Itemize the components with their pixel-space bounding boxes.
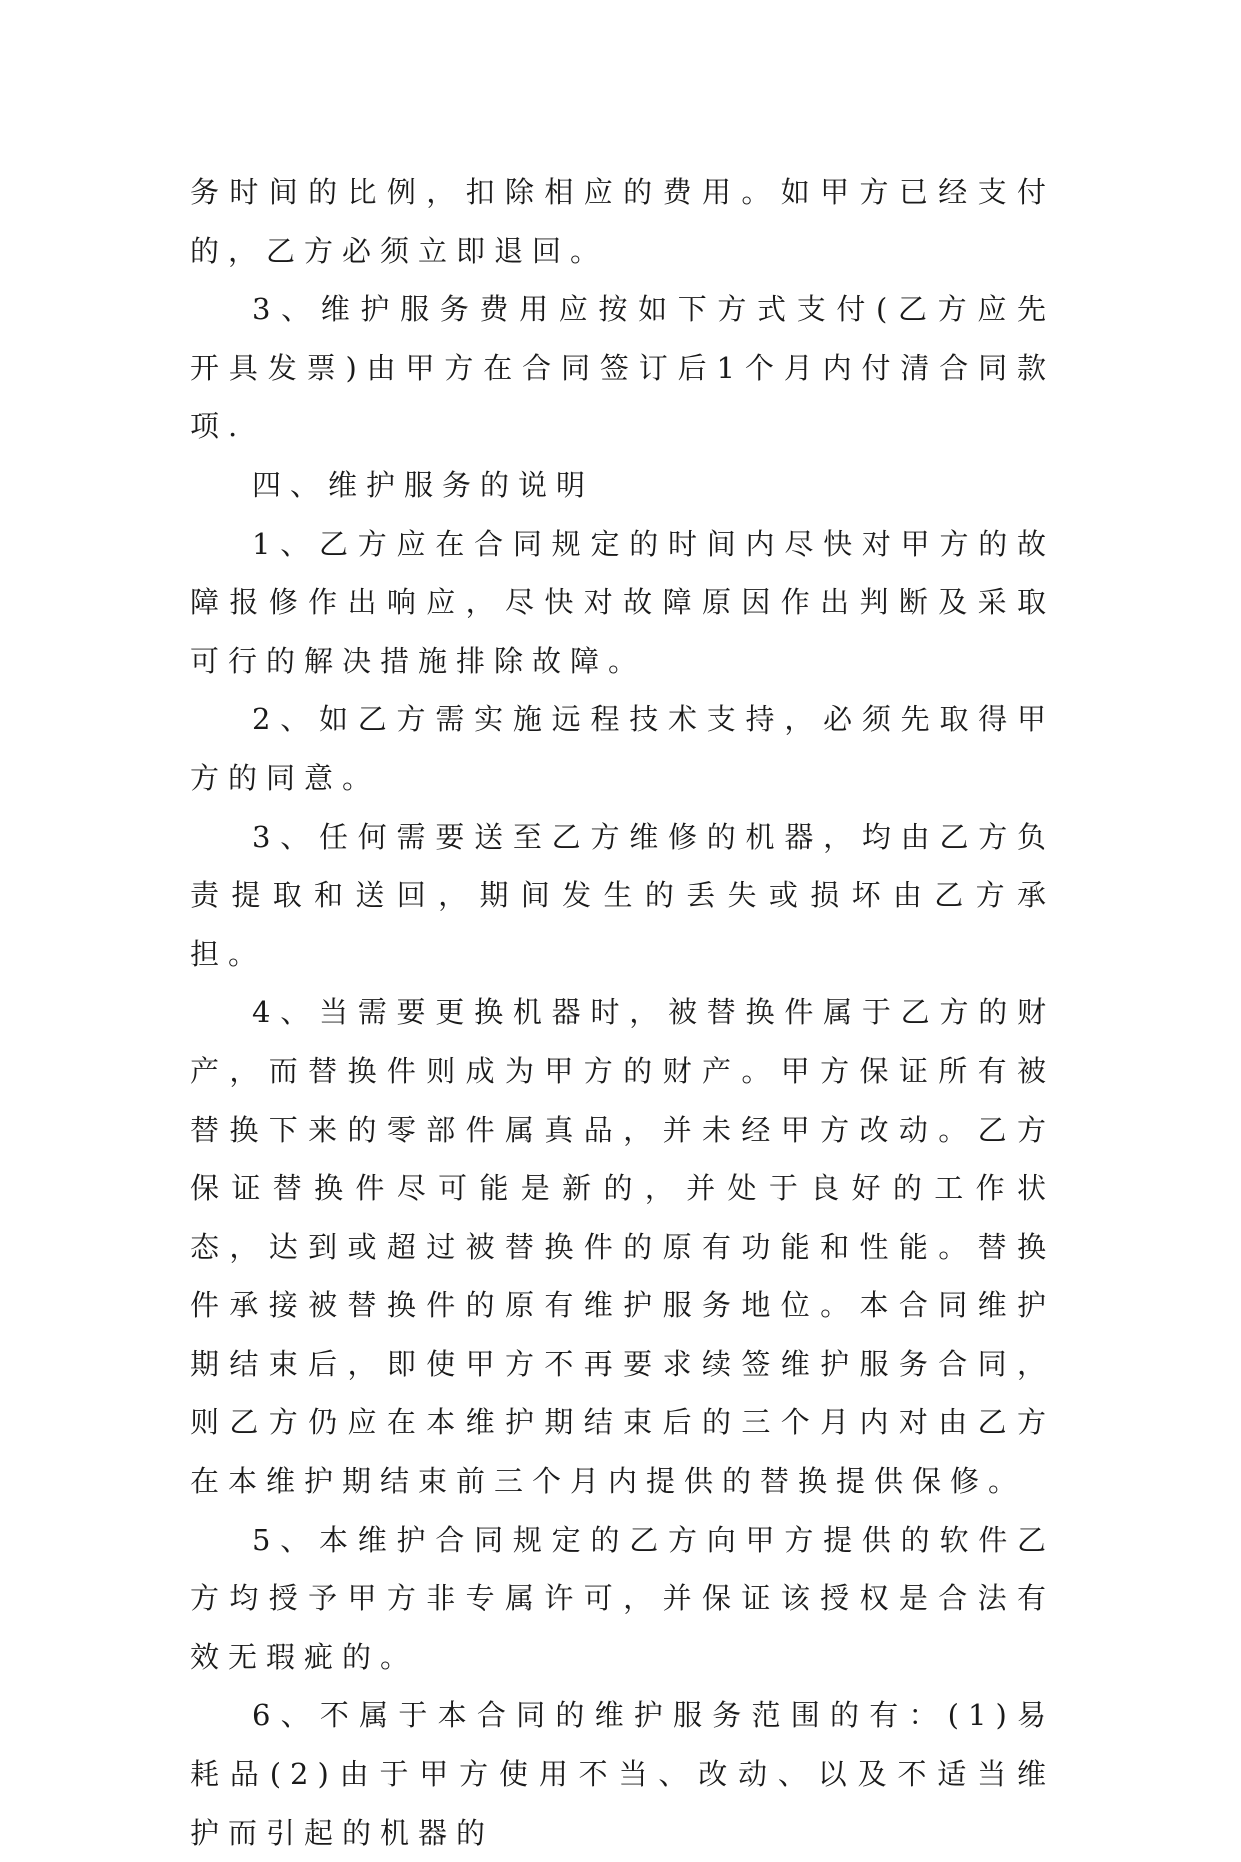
- section-heading-maintenance-description: 四、维护服务的说明: [252, 467, 595, 502]
- paragraph-clause-6: 6、不属于本合同的维护服务范围的有：(1)易耗品(2)由于甲方使用不当、改动、以及不适当维护而引起的机器的: [190, 1698, 1055, 1850]
- document-body: [190, 163, 1055, 1862]
- paragraph-payment-terms: 3、维护服务费用应按如下方式支付(乙方应先开具发票)由甲方在合同签订后1个月内付清合同款项.: [190, 292, 1055, 444]
- paragraph-clause-3: 3、任何需要送至乙方维修的机器，均由乙方负责提取和送回，期间发生的丢失或损坏由乙方承担。: [190, 819, 1055, 971]
- paragraph-clause-5: 5、本维护合同规定的乙方向甲方提供的软件乙方均授予甲方非专属许可，并保证该授权是合法有效无瑕疵的。: [190, 1522, 1055, 1674]
- paragraph-clause-2: 2、如乙方需实施远程技术支持，必须先取得甲方的同意。: [190, 702, 1055, 795]
- paragraph-continuation: 务时间的比例，扣除相应的费用。如甲方已经支付的，乙方必须立即退回。: [190, 175, 1055, 268]
- paragraph-clause-1: 1、乙方应在合同规定的时间内尽快对甲方的故障报修作出响应，尽快对故障原因作出判断及采取可行的解决措施排除故障。: [190, 526, 1055, 678]
- paragraph-clause-4: 4、当需要更换机器时，被替换件属于乙方的财产，而替换件则成为甲方的财产。甲方保证所有被替换下来的零部件属真品，并未经甲方改动。乙方保证替换件尽可能是新的，并处于良好的工作状态，达到或超过被替换件的原有功能和性能。替换件承接被替换件的原有维护服务地位。本合同维护期结束后，即使甲方不再要求续签维护服务合同，则乙方仍应在本维护期结束后的三个月内对由乙方在本维护期结束前三个月内提供的替换提供保修。: [190, 995, 1055, 1499]
